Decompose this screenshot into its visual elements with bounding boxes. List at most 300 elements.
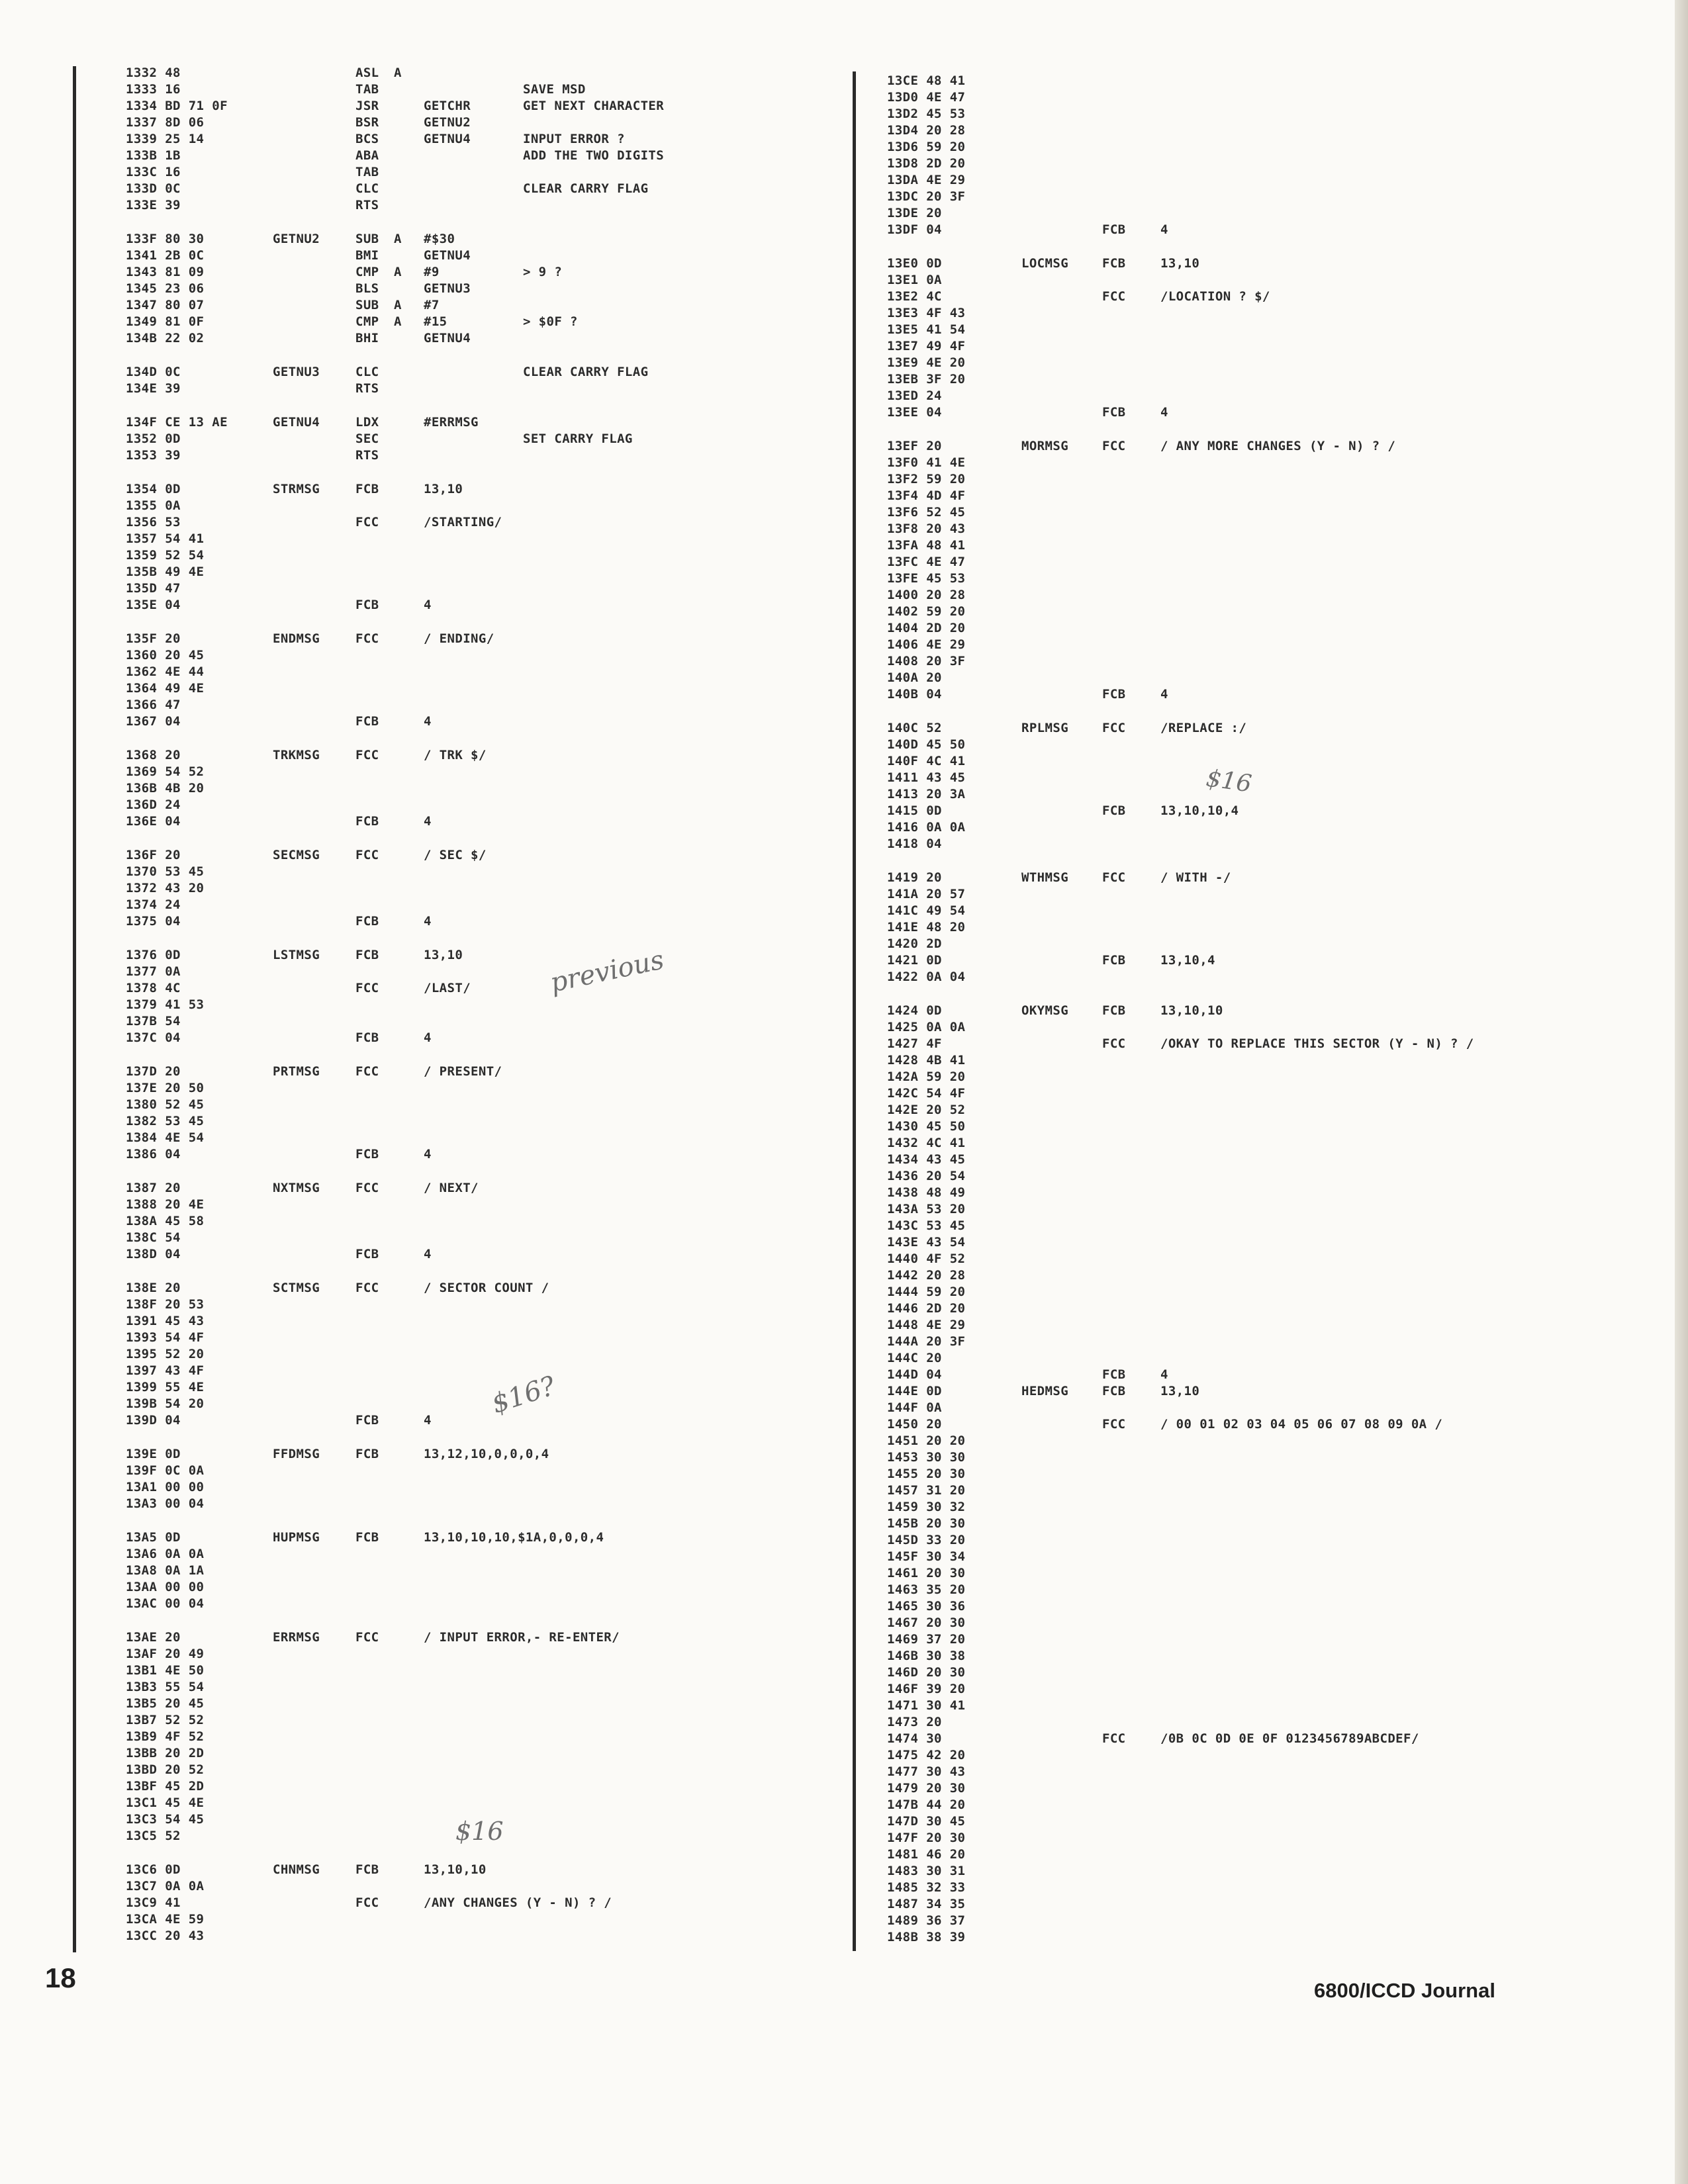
code-line — [887, 1747, 1648, 1764]
label: HUPMSG — [273, 1530, 320, 1545]
code-line — [887, 1416, 1648, 1433]
code-line — [126, 1596, 841, 1612]
operand: /LAST/ — [424, 981, 471, 995]
address-bytes: 1471 30 41 — [887, 1698, 966, 1713]
address-bytes: 13FA 48 41 — [887, 538, 966, 553]
code-line — [126, 264, 841, 281]
code-line — [887, 139, 1648, 156]
code-line — [887, 222, 1648, 238]
address-bytes: 13EE 04 — [887, 405, 942, 420]
code-line — [887, 1648, 1648, 1664]
address-bytes: 13DA 4E 29 — [887, 173, 966, 187]
address-bytes: 1420 2D — [887, 936, 942, 951]
operand: GETNU4 — [424, 248, 471, 263]
code-line — [887, 670, 1648, 686]
code-line — [887, 1582, 1648, 1598]
code-line — [126, 481, 841, 498]
code-line — [887, 438, 1648, 455]
code-line — [126, 447, 841, 464]
mnemonic: FCB — [355, 1862, 379, 1877]
code-line — [887, 1764, 1648, 1780]
mnemonic: RTS — [355, 198, 379, 212]
address-bytes: 145B 20 30 — [887, 1516, 966, 1531]
address-bytes: 13B1 4E 50 — [126, 1663, 205, 1678]
code-line — [887, 1846, 1648, 1863]
operand: 13,10 — [424, 482, 463, 496]
accumulator: A — [394, 314, 402, 329]
address-bytes: 1367 04 — [126, 714, 181, 729]
address-bytes: 13E5 41 54 — [887, 322, 966, 337]
operand: / SEC $/ — [424, 848, 487, 862]
address-bytes: 1391 45 43 — [126, 1314, 205, 1328]
operand: 13,10,10 — [1160, 1003, 1223, 1018]
address-bytes: 13DF 04 — [887, 222, 942, 237]
address-bytes: 13E2 4C — [887, 289, 942, 304]
code-line — [887, 172, 1648, 189]
code-line — [887, 1267, 1648, 1284]
address-bytes: 1411 43 45 — [887, 770, 966, 785]
address-bytes: 144A 20 3F — [887, 1334, 966, 1349]
code-line — [126, 148, 841, 164]
code-line — [887, 1532, 1648, 1549]
mnemonic: FCB — [355, 914, 379, 929]
address-bytes: 13EB 3F 20 — [887, 372, 966, 387]
mnemonic: TAB — [355, 82, 379, 97]
code-line — [126, 1762, 841, 1778]
code-line — [126, 381, 841, 397]
address-bytes: 1375 04 — [126, 914, 181, 929]
address-bytes: 143E 43 54 — [887, 1235, 966, 1250]
code-line — [887, 1549, 1648, 1565]
code-line — [887, 1714, 1648, 1731]
address-bytes: 140A 20 — [887, 670, 942, 685]
code-line — [126, 980, 841, 997]
operand: 13,10 — [1160, 1384, 1200, 1398]
operand: / WITH -/ — [1160, 870, 1231, 885]
code-line — [887, 1350, 1648, 1367]
code-line — [887, 322, 1648, 338]
address-bytes: 144C 20 — [887, 1351, 942, 1365]
label: SCTMSG — [273, 1281, 320, 1295]
code-line — [887, 604, 1648, 620]
code-line — [887, 1433, 1648, 1449]
mnemonic: FCB — [1102, 803, 1126, 818]
mnemonic: FCC — [1102, 870, 1126, 885]
code-line — [126, 364, 841, 381]
address-bytes: 141E 48 20 — [887, 920, 966, 934]
operand: / ENDING/ — [424, 631, 494, 646]
mnemonic: FCB — [355, 482, 379, 496]
code-line — [126, 813, 841, 830]
code-line — [126, 664, 841, 680]
address-bytes: 145D 33 20 — [887, 1533, 966, 1547]
code-line — [887, 504, 1648, 521]
address-bytes: 133C 16 — [126, 165, 181, 179]
code-line — [887, 770, 1648, 786]
address-bytes: 145F 30 34 — [887, 1549, 966, 1564]
code-line — [887, 1003, 1648, 1019]
code-line — [126, 1696, 841, 1712]
code-line — [126, 164, 841, 181]
code-line — [887, 1499, 1648, 1516]
code-line — [887, 73, 1648, 89]
code-line — [887, 753, 1648, 770]
address-bytes: 13D2 45 53 — [887, 107, 966, 121]
address-bytes: 1397 43 4F — [126, 1363, 205, 1378]
line-gap — [126, 614, 841, 631]
code-line — [887, 653, 1648, 670]
left-code-listing — [126, 65, 841, 1944]
address-bytes: 1427 4F — [887, 1036, 942, 1051]
handwritten-note-previous: previous — [547, 944, 667, 999]
address-bytes: 13E1 0A — [887, 273, 942, 287]
mnemonic: FCB — [1102, 687, 1126, 702]
address-bytes: 13A1 00 00 — [126, 1480, 205, 1494]
operand: / ANY MORE CHANGES (Y - N) ? / — [1160, 439, 1396, 453]
mnemonic: FCB — [1102, 1384, 1126, 1398]
code-line — [126, 1778, 841, 1795]
code-line — [887, 404, 1648, 421]
code-line — [887, 570, 1648, 587]
handwritten-note-16: $16 — [1204, 764, 1254, 798]
operand: 4 — [424, 1247, 432, 1261]
code-line — [887, 1449, 1648, 1466]
mnemonic: FCB — [355, 1147, 379, 1161]
code-line — [126, 1230, 841, 1246]
code-line — [887, 1780, 1648, 1797]
code-line — [887, 620, 1648, 637]
address-bytes: 13D0 4E 47 — [887, 90, 966, 105]
address-bytes: 137E 20 50 — [126, 1081, 205, 1095]
code-line — [126, 597, 841, 614]
address-bytes: 1347 80 07 — [126, 298, 205, 312]
code-line — [126, 414, 841, 431]
address-bytes: 1364 49 4E — [126, 681, 205, 696]
code-line — [887, 886, 1648, 903]
operand: 13,10 — [1160, 256, 1200, 271]
code-line — [126, 1213, 841, 1230]
address-bytes: 133E 39 — [126, 198, 181, 212]
code-line — [887, 455, 1648, 471]
address-bytes: 146F 39 20 — [887, 1682, 966, 1696]
address-bytes: 134E 39 — [126, 381, 181, 396]
code-line — [126, 114, 841, 131]
address-bytes: 147F 20 30 — [887, 1831, 966, 1845]
page-number: 18 — [45, 1962, 76, 1993]
operand: /REPLACE :/ — [1160, 721, 1247, 735]
accumulator: A — [394, 265, 402, 279]
code-line — [887, 189, 1648, 205]
address-bytes: 139F 0C 0A — [126, 1463, 205, 1478]
code-line — [126, 797, 841, 813]
operand: #15 — [424, 314, 447, 329]
code-line — [887, 1284, 1648, 1300]
operand: 13,10,10,10,$1A,0,0,0,4 — [424, 1530, 604, 1545]
address-bytes: 1393 54 4F — [126, 1330, 205, 1345]
mnemonic: TAB — [355, 165, 379, 179]
operand: 4 — [424, 1413, 432, 1428]
address-bytes: 1461 20 30 — [887, 1566, 966, 1580]
code-line — [126, 131, 841, 148]
address-bytes: 1415 0D — [887, 803, 942, 818]
address-bytes: 135D 47 — [126, 581, 181, 596]
line-gap — [126, 464, 841, 481]
address-bytes: 1402 59 20 — [887, 604, 966, 619]
address-bytes: 1459 30 32 — [887, 1500, 966, 1514]
code-line — [887, 471, 1648, 488]
line-gap — [126, 730, 841, 747]
address-bytes: 142C 54 4F — [887, 1086, 966, 1101]
journal-title: 6800/ICCD Journal — [1314, 1979, 1495, 2002]
address-bytes: 139B 54 20 — [126, 1396, 205, 1411]
code-line — [126, 1379, 841, 1396]
mnemonic: CLC — [355, 365, 379, 379]
operand: GETNU2 — [424, 115, 471, 130]
comment: CLEAR CARRY FLAG — [523, 365, 649, 379]
mnemonic: SUB — [355, 232, 379, 246]
label: LOCMSG — [1021, 256, 1069, 271]
address-bytes: 1467 20 30 — [887, 1615, 966, 1630]
code-line — [126, 1546, 841, 1563]
code-line — [126, 65, 841, 81]
address-bytes: 13E9 4E 20 — [887, 355, 966, 370]
code-line — [887, 903, 1648, 919]
address-bytes: 1406 4E 29 — [887, 637, 966, 652]
code-line — [126, 1662, 841, 1679]
operand: #$30 — [424, 232, 455, 246]
code-line — [126, 564, 841, 580]
code-line — [126, 1529, 841, 1546]
code-line — [887, 1631, 1648, 1648]
code-line — [126, 647, 841, 664]
address-bytes: 13AE 20 — [126, 1630, 181, 1645]
address-bytes: 136B 4B 20 — [126, 781, 205, 796]
address-bytes: 136F 20 — [126, 848, 181, 862]
mnemonic: FCC — [355, 1630, 379, 1645]
address-bytes: 1337 8D 06 — [126, 115, 205, 130]
address-bytes: 135E 04 — [126, 598, 181, 612]
label: HEDMSG — [1021, 1384, 1069, 1398]
address-bytes: 1432 4C 41 — [887, 1136, 966, 1150]
line-gap — [126, 1263, 841, 1280]
code-line — [126, 297, 841, 314]
address-bytes: 1349 81 0F — [126, 314, 205, 329]
code-line — [126, 1446, 841, 1463]
code-line — [126, 780, 841, 797]
line-gap — [887, 238, 1648, 255]
code-line — [887, 1698, 1648, 1714]
address-bytes: 1377 0A — [126, 964, 181, 979]
operand: #9 — [424, 265, 440, 279]
code-line — [887, 521, 1648, 537]
address-bytes: 1345 23 06 — [126, 281, 205, 296]
address-bytes: 1352 0D — [126, 432, 181, 446]
code-line — [126, 498, 841, 514]
code-line — [126, 1313, 841, 1330]
address-bytes: 148B 38 39 — [887, 1930, 966, 1944]
mnemonic: FCC — [1102, 439, 1126, 453]
code-line — [126, 747, 841, 764]
address-bytes: 1444 59 20 — [887, 1285, 966, 1299]
operand: 4 — [1160, 405, 1168, 420]
mnemonic: FCB — [355, 1447, 379, 1461]
mnemonic: FCB — [1102, 1003, 1126, 1018]
address-bytes: 140B 04 — [887, 687, 942, 702]
address-bytes: 1438 48 49 — [887, 1185, 966, 1200]
address-bytes: 1404 2D 20 — [887, 621, 966, 635]
code-line — [887, 1482, 1648, 1499]
code-line — [126, 431, 841, 447]
address-bytes: 13C9 41 — [126, 1895, 181, 1910]
code-line — [887, 737, 1648, 753]
address-bytes: 141A 20 57 — [887, 887, 966, 901]
address-bytes: 138F 20 53 — [126, 1297, 205, 1312]
mnemonic: FCB — [1102, 405, 1126, 420]
address-bytes: 1333 16 — [126, 82, 181, 97]
address-bytes: 1419 20 — [887, 870, 942, 885]
address-bytes: 1341 2B 0C — [126, 248, 205, 263]
code-line — [126, 514, 841, 531]
mnemonic: FCC — [1102, 1036, 1126, 1051]
address-bytes: 13F2 59 20 — [887, 472, 966, 486]
operand: 4 — [1160, 687, 1168, 702]
address-bytes: 13AF 20 49 — [126, 1647, 205, 1661]
code-line — [126, 181, 841, 197]
address-bytes: 13E3 4F 43 — [887, 306, 966, 320]
address-bytes: 135F 20 — [126, 631, 181, 646]
address-bytes: 13BF 45 2D — [126, 1779, 205, 1794]
code-line — [887, 1069, 1648, 1085]
address-bytes: 1489 36 37 — [887, 1913, 966, 1928]
address-bytes: 143C 53 45 — [887, 1218, 966, 1233]
code-line — [126, 1197, 841, 1213]
mnemonic: FCB — [1102, 222, 1126, 237]
mnemonic: FCB — [1102, 953, 1126, 968]
address-bytes: 13A6 0A 0A — [126, 1547, 205, 1561]
address-bytes: 13F4 4D 4F — [887, 488, 966, 503]
code-line — [126, 697, 841, 713]
code-line — [126, 1928, 841, 1944]
code-line — [126, 1080, 841, 1097]
label: OKYMSG — [1021, 1003, 1069, 1018]
address-bytes: 140D 45 50 — [887, 737, 966, 752]
code-line — [887, 1185, 1648, 1201]
accumulator: A — [394, 66, 402, 80]
address-bytes: 1477 30 43 — [887, 1764, 966, 1779]
address-bytes: 1368 20 — [126, 748, 181, 762]
code-line — [126, 1895, 841, 1911]
code-line — [887, 156, 1648, 172]
code-line — [126, 81, 841, 98]
operand: 4 — [1160, 222, 1168, 237]
line-gap — [126, 1512, 841, 1529]
operand: #ERRMSG — [424, 415, 479, 430]
code-line — [126, 314, 841, 330]
mnemonic: FCC — [1102, 289, 1126, 304]
line-gap — [126, 214, 841, 231]
address-bytes: 1436 20 54 — [887, 1169, 966, 1183]
comment: SAVE MSD — [523, 82, 586, 97]
label: TRKMSG — [273, 748, 320, 762]
operand: 4 — [424, 1030, 432, 1045]
code-line — [126, 547, 841, 564]
code-line — [887, 1317, 1648, 1334]
address-bytes: 1422 0A 04 — [887, 970, 966, 984]
address-bytes: 1475 42 20 — [887, 1748, 966, 1762]
line-gap — [126, 1046, 841, 1064]
address-bytes: 136D 24 — [126, 797, 181, 812]
mnemonic: FCC — [355, 848, 379, 862]
address-bytes: 142A 59 20 — [887, 1069, 966, 1084]
code-line — [126, 98, 841, 114]
mnemonic: SUB — [355, 298, 379, 312]
code-line — [887, 1251, 1648, 1267]
address-bytes: 13D6 59 20 — [887, 140, 966, 154]
code-line — [126, 1097, 841, 1113]
code-line — [887, 1797, 1648, 1813]
code-line — [887, 786, 1648, 803]
address-bytes: 1479 20 30 — [887, 1781, 966, 1796]
mnemonic: BCS — [355, 132, 379, 146]
address-bytes: 13E7 49 4F — [887, 339, 966, 353]
address-bytes: 13C6 0D — [126, 1862, 181, 1877]
address-bytes: 147D 30 45 — [887, 1814, 966, 1829]
code-line — [126, 1712, 841, 1729]
code-line — [126, 1064, 841, 1080]
address-bytes: 13B9 4F 52 — [126, 1729, 205, 1744]
operand: GETNU4 — [424, 331, 471, 345]
mnemonic: FCC — [355, 515, 379, 529]
code-line — [887, 1681, 1648, 1698]
address-bytes: 138E 20 — [126, 1281, 181, 1295]
code-line — [126, 1180, 841, 1197]
address-bytes: 1421 0D — [887, 953, 942, 968]
address-bytes: 134D 0C — [126, 365, 181, 379]
operand: /OKAY TO REPLACE THIS SECTOR (Y - N) ? / — [1160, 1036, 1474, 1051]
mnemonic: FCB — [355, 1030, 379, 1045]
code-line — [126, 680, 841, 697]
address-bytes: 133F 80 30 — [126, 232, 205, 246]
address-bytes: 138A 45 58 — [126, 1214, 205, 1228]
mnemonic: FCC — [355, 1064, 379, 1079]
code-line — [126, 1113, 841, 1130]
code-line — [126, 1729, 841, 1745]
address-bytes: 13C7 0A 0A — [126, 1879, 205, 1893]
operand: 4 — [424, 714, 432, 729]
address-bytes: 1483 30 31 — [887, 1864, 966, 1878]
mnemonic: FCB — [355, 1413, 379, 1428]
code-line — [126, 1911, 841, 1928]
address-bytes: 1413 20 3A — [887, 787, 966, 801]
address-bytes: 134B 22 02 — [126, 331, 205, 345]
address-bytes: 133B 1B — [126, 148, 181, 163]
code-line — [887, 1300, 1648, 1317]
address-bytes: 1384 4E 54 — [126, 1130, 205, 1145]
address-bytes: 1362 4E 44 — [126, 664, 205, 679]
mnemonic: FCC — [1102, 1731, 1126, 1746]
line-gap — [126, 1844, 841, 1862]
code-line — [126, 1030, 841, 1046]
address-bytes: 142E 20 52 — [887, 1103, 966, 1117]
accumulator: A — [394, 298, 402, 312]
operand: / TRK $/ — [424, 748, 487, 762]
address-bytes: 1355 0A — [126, 498, 181, 513]
code-line — [887, 388, 1648, 404]
label: ERRMSG — [273, 1630, 320, 1645]
code-line — [126, 1878, 841, 1895]
code-line — [887, 537, 1648, 554]
label: CHNMSG — [273, 1862, 320, 1877]
